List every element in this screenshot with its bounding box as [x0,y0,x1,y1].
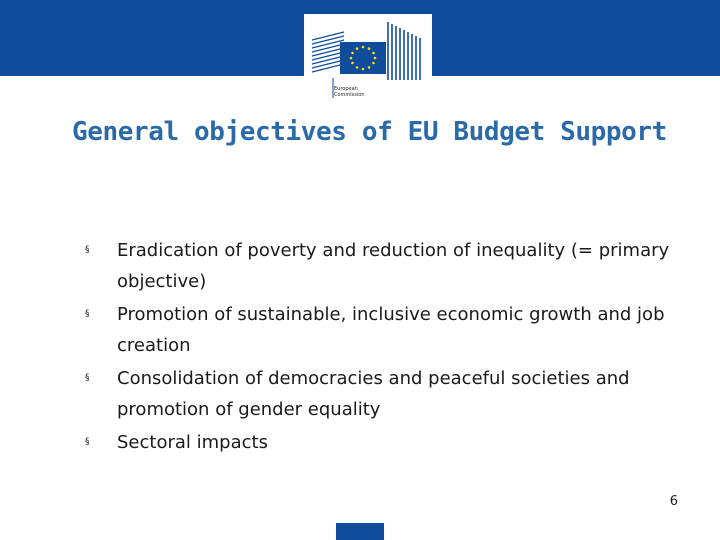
bullet-item [72,427,672,458]
footer-tab [336,523,384,540]
bullet-text: Sectoral impacts [117,432,268,453]
european-commission-logo [304,14,432,100]
bullet-text: Eradication of poverty and reduction of inequality (= primary objective) [117,240,670,292]
bullet-list [72,235,672,460]
bullet-item [72,299,672,361]
bullet-text: Promotion of sustainable, inclusive economic growth and job creation [117,304,665,356]
logo-text-line1: European [334,86,358,92]
bullet-marker: § [85,245,90,255]
bullet-marker: § [85,309,90,319]
slide-title: General objectives of EU Budget Support [72,117,667,147]
bullet-marker: § [85,437,90,447]
bullet-text: Consolidation of democracies and peaceful societies and promotion of gender equality [117,368,630,420]
bullet-marker: § [85,373,90,383]
bullet-item [72,235,672,297]
page-number: 6 [669,494,678,509]
logo-wordmark [334,86,394,98]
logo-text-line2: Commission [334,92,365,98]
bullet-item [72,363,672,425]
